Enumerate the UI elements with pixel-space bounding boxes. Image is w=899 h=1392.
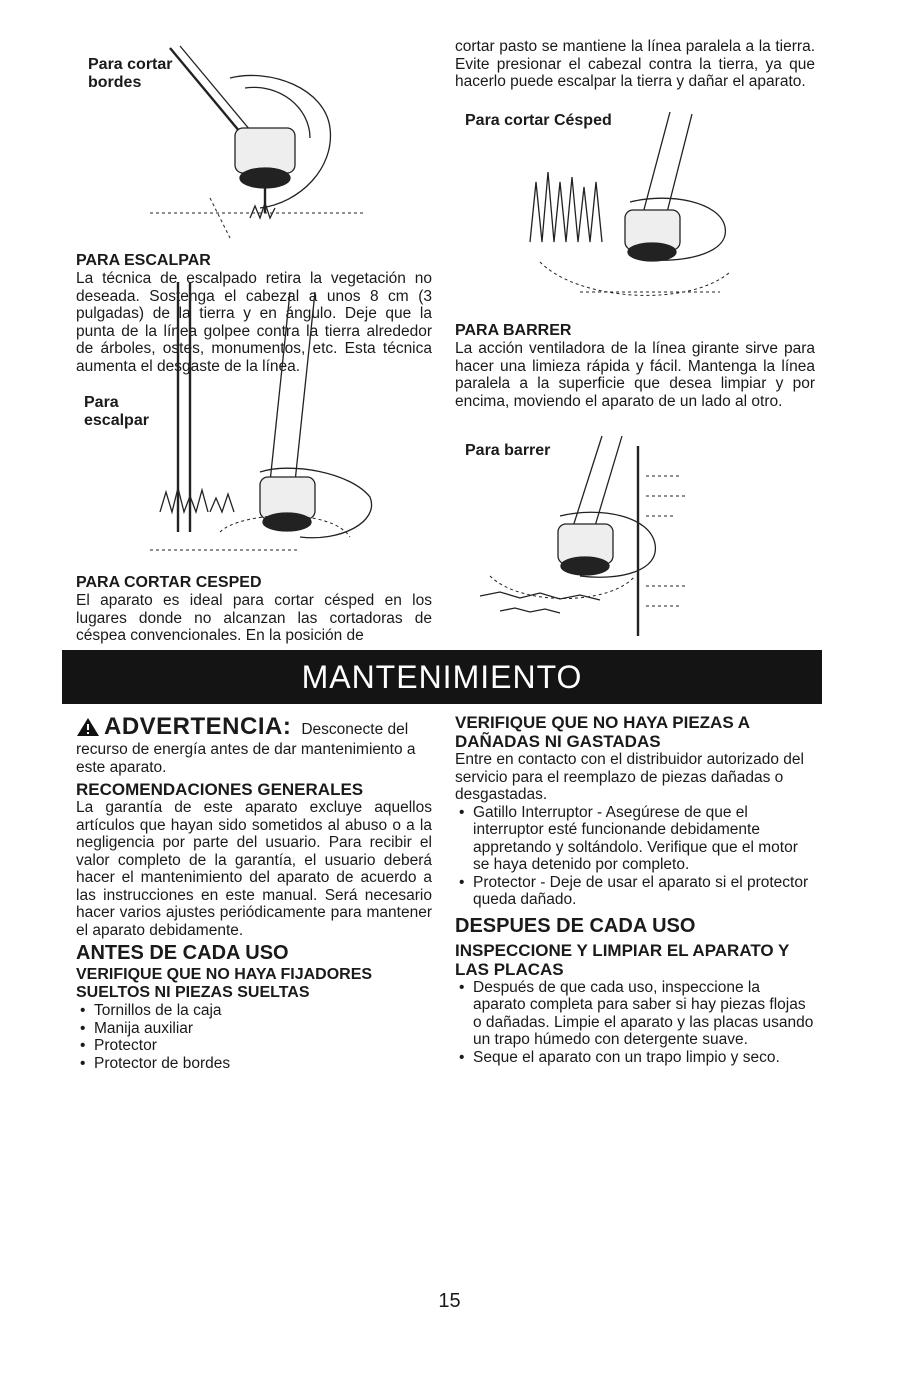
general-text: La garantía de este aparato excluye aquellos artículos que hayan sido sometidos al abuso o a la negligencia por parte del usuario. Para recibir el valor completo de la garantía, el usuario deberá hacer el mantenimiento del aparato de acuerdo a las instrucciones en este manual. Será necesario hacer varios ajustes periódicamente para mantener el aparato debidamente.: [76, 799, 432, 939]
page-number: 15: [438, 1290, 461, 1312]
fijadores-heading: VERIFIQUE QUE NO HAYA FIJADORES SUELTOS NI PIEZAS SUELTAS: [76, 966, 373, 1001]
cesped-heading: PARA CORTAR CESPED: [76, 574, 262, 591]
figure-label-bordes: Para cortar bordes: [88, 56, 173, 91]
list-item: • Tornillos de la caja: [76, 1002, 432, 1020]
list-item: • Protector de bordes: [76, 1055, 432, 1073]
inspeccione-heading: INSPECCIONE Y LIMPIAR EL APARATO Y LAS PLACAS: [455, 940, 790, 979]
warning-title: ADVERTENCIA:: [104, 713, 292, 740]
list-item: • Seque el aparato con un trapo limpio y seco.: [455, 1049, 815, 1067]
left-maintenance-column: [76, 713, 432, 1072]
list-item: • Después de que cada uso, inspeccione la aparato completa para saber si hay piezas flojas o dañadas. Limpie el aparato y las placas usando un trapo húmedo con detergente suave.: [455, 979, 815, 1049]
trimmer-scalping-illustration: [150, 282, 390, 572]
right-maintenance-column: [455, 713, 815, 1066]
warning-triangle-icon: [76, 717, 100, 737]
list-item: • Gatillo Interruptor - Asegúrese de que el interruptor esté funcionande debidamente appretando y soltándolo. Verifique que el motor se haya detenido por completo.: [455, 804, 815, 874]
escalpar-text: La técnica de escalpado retira la vegetación no deseada. Sostenga el cabezal a unos 8 cm (3 pulgadas) de la tierra y en ángulo. Deje que la punta de la línea golpee contra la tierra alrededor de árboles, ostes, monumentos, etc. Esta técnica aumenta el desgaste de la línea.: [76, 270, 432, 375]
piezas-list: [455, 804, 815, 909]
figure-label-cesped: Para cortar Césped: [465, 112, 612, 129]
piezas-text: Entre en contacto con el distribuidor autorizado del servicio para el reemplazo de piezas dañadas o desgastadas.: [455, 751, 804, 803]
warning-row: [76, 713, 432, 741]
antes-heading: ANTES DE CADA USO: [76, 942, 289, 964]
trimmer-sweeping-illustration: [470, 436, 710, 644]
cesped-continued-text: cortar pasto se mantiene la línea paralela a la tierra. Evite presionar el cabezal contra la tierra, ya que hacerlo puede escalpar la tierra y dañar el aparato.: [455, 38, 815, 90]
figure-label-barrer: Para barrer: [465, 442, 551, 459]
maintenance-banner: MANTENIMIENTO: [62, 650, 822, 704]
cesped-text: El aparato es ideal para cortar césped en los lugares donde no alcanzan las cortadoras de céspea convencionales. En la posición de: [76, 592, 432, 644]
list-item: • Protector: [76, 1037, 432, 1055]
inspeccione-list: [455, 979, 815, 1067]
barrer-heading: PARA BARRER: [455, 322, 572, 339]
list-item: • Manija auxiliar: [76, 1020, 432, 1038]
figure-label-escalpar: Para escalpar: [84, 394, 149, 429]
barrer-text: La acción ventiladora de la línea girante sirve para hacer una limieza rápida y fácil. Mantenga la línea paralela a la superficie que desea limpiar y por encima, moviendo el aparato de un lado al otro.: [455, 340, 815, 410]
list-item: • Protector - Deje de usar el aparato si el protector queda dañado.: [455, 874, 815, 909]
despues-heading: DESPUES DE CADA USO: [455, 914, 696, 937]
trimmer-edging-illustration: [150, 38, 370, 258]
warning-inline-text: Desconecte del: [301, 721, 409, 738]
escalpar-heading: PARA ESCALPAR: [76, 252, 211, 269]
general-heading: RECOMENDACIONES GENERALES: [76, 780, 364, 799]
piezas-heading: VERIFIQUE QUE NO HAYA PIEZAS A DAÑADAS NI GASTADAS: [455, 713, 750, 751]
warning-text: recurso de energía antes de dar mantenimiento a este aparato.: [76, 741, 416, 776]
trimmer-mowing-illustration: [520, 112, 760, 322]
fijadores-list: [76, 1002, 432, 1072]
